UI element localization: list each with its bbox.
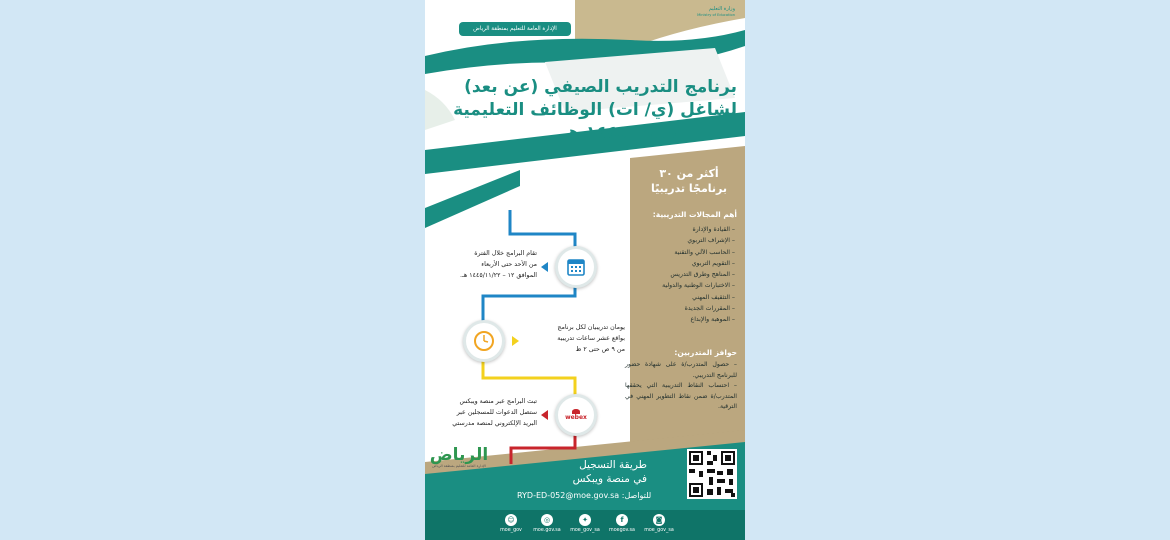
contact-label: للتواصل:: [621, 491, 652, 500]
poster-title: [437, 76, 737, 145]
riyadh-logo-text: الرياض: [429, 445, 489, 465]
qr-code[interactable]: [687, 449, 737, 499]
ministry-logo: [697, 6, 735, 18]
title-line-1: برنامج التدريب الصيفي (عن بعد): [464, 77, 737, 97]
incentives-text: [625, 360, 737, 413]
riyadh-logo-caption: الإدارة العامة للتعليم بمنطقة الرياض: [432, 464, 486, 468]
pointer-blue: [541, 262, 548, 272]
left-teal-band: [425, 170, 520, 228]
fields-list: [631, 224, 735, 326]
ministry-name-en: Ministry of Education: [697, 13, 735, 17]
field-item: – الحاسب الآلي والتقنية: [674, 248, 735, 256]
social-label: moegov.sa: [609, 528, 635, 533]
incentives-heading: حوافز المتدربين:: [674, 348, 737, 357]
snapchat-icon: ☺: [505, 514, 517, 526]
programs-count-line-2: برنامجًا تدريبيًا: [651, 182, 727, 195]
social-snapchat[interactable]: [491, 514, 531, 533]
ministry-name-ar: وزارة التعليم: [708, 6, 735, 12]
field-item: – المناهج وطرق التدريس: [670, 271, 735, 279]
field-item: – الموهبة والإبداع: [690, 316, 735, 324]
social-label: moe.gov.sa: [533, 528, 561, 533]
webex-logo-text: webex: [565, 414, 587, 421]
registration-line-2: في منصة ويبكس: [572, 473, 647, 485]
step-3-line-1: تبث البرامج عبر منصة ويبكس: [459, 398, 537, 405]
field-item: – التقويم التربوي: [691, 259, 735, 267]
field-item: – الاختبارات الوطنية والدولية: [662, 282, 735, 290]
facebook-icon: f: [616, 514, 628, 526]
step-1-line-2: من الأحد حتى الأربعاء: [481, 261, 537, 268]
social-links: [425, 512, 745, 540]
directorate-badge: الإدارة العامة للتعليم بمنطقة الرياض: [459, 22, 571, 36]
title-line-2: لشاغل (ي/ ات) الوظائف التعليمية: [453, 100, 737, 120]
twitter-icon: ✦: [579, 514, 591, 526]
calendar-icon: [555, 246, 597, 288]
step-2-line-2: بواقع عشر ساعات تدريبية: [557, 335, 625, 342]
field-item: – التثقيف المهني: [692, 293, 735, 301]
step-3-line-3: البريد الإلكتروني لمنصة مدرستي: [452, 420, 537, 427]
social-label: moe_gov_sa: [570, 528, 600, 533]
step-2-text: [515, 322, 625, 355]
contact-email[interactable]: RYD-ED-052@moe.gov.sa: [517, 491, 620, 500]
field-item: – القيادة والإدارة: [692, 226, 735, 233]
social-twitter[interactable]: [565, 514, 605, 533]
poster: [425, 0, 745, 540]
contact-line: [517, 491, 651, 500]
step-1-text: [427, 248, 537, 281]
step-2-line-3: من ٩ ص حتى ٢ ظ: [575, 346, 625, 353]
social-instagram[interactable]: [639, 514, 679, 533]
step-2-line-1: يومان تدريبيان لكل برنامج: [557, 324, 625, 331]
social-label: moe_gov: [500, 528, 522, 533]
web-icon: ◎: [541, 514, 553, 526]
fields-heading: أهم المجالات التدريبية:: [652, 210, 737, 219]
title-line-3: صيف ١٤٤٥ هـ: [562, 123, 677, 143]
incentive-item-1: – حصول المتدرب/ة على شهادة حضور للبرنامج التدريبي.: [625, 361, 737, 379]
incentive-item-2: – احتساب النقاط التدريبية التي يحققها المتدرب/ة ضمن نقاط التطوير المهني في الترقية.: [625, 382, 737, 410]
pointer-red: [541, 410, 548, 420]
step-3-text: [427, 396, 537, 429]
riyadh-education-logo: [429, 446, 489, 469]
programs-count: [639, 166, 739, 196]
instagram-icon: ◙: [653, 514, 665, 526]
step-1-line-1: تقام البرامج خلال الفترة: [474, 250, 537, 257]
social-label: moe_gov_sa: [644, 528, 674, 533]
webex-icon: [555, 394, 597, 436]
programs-count-line-1: أكثر من ٣٠: [659, 167, 719, 180]
social-web[interactable]: [527, 514, 567, 533]
field-item: – المقررات الجديدة: [684, 305, 735, 313]
field-item: – الإشراف التربوي: [687, 237, 735, 245]
clock-icon: [463, 320, 505, 362]
step-1-line-3: الموافق ١٢ – ١٤٤٥/١١/٢٢ هـ.: [460, 272, 537, 279]
step-3-line-2: ستصل الدعوات للمسجلين عبر: [456, 409, 537, 416]
social-facebook[interactable]: [602, 514, 642, 533]
registration-line-1: طريقة التسجيل: [579, 459, 647, 471]
registration-text: [573, 458, 647, 486]
